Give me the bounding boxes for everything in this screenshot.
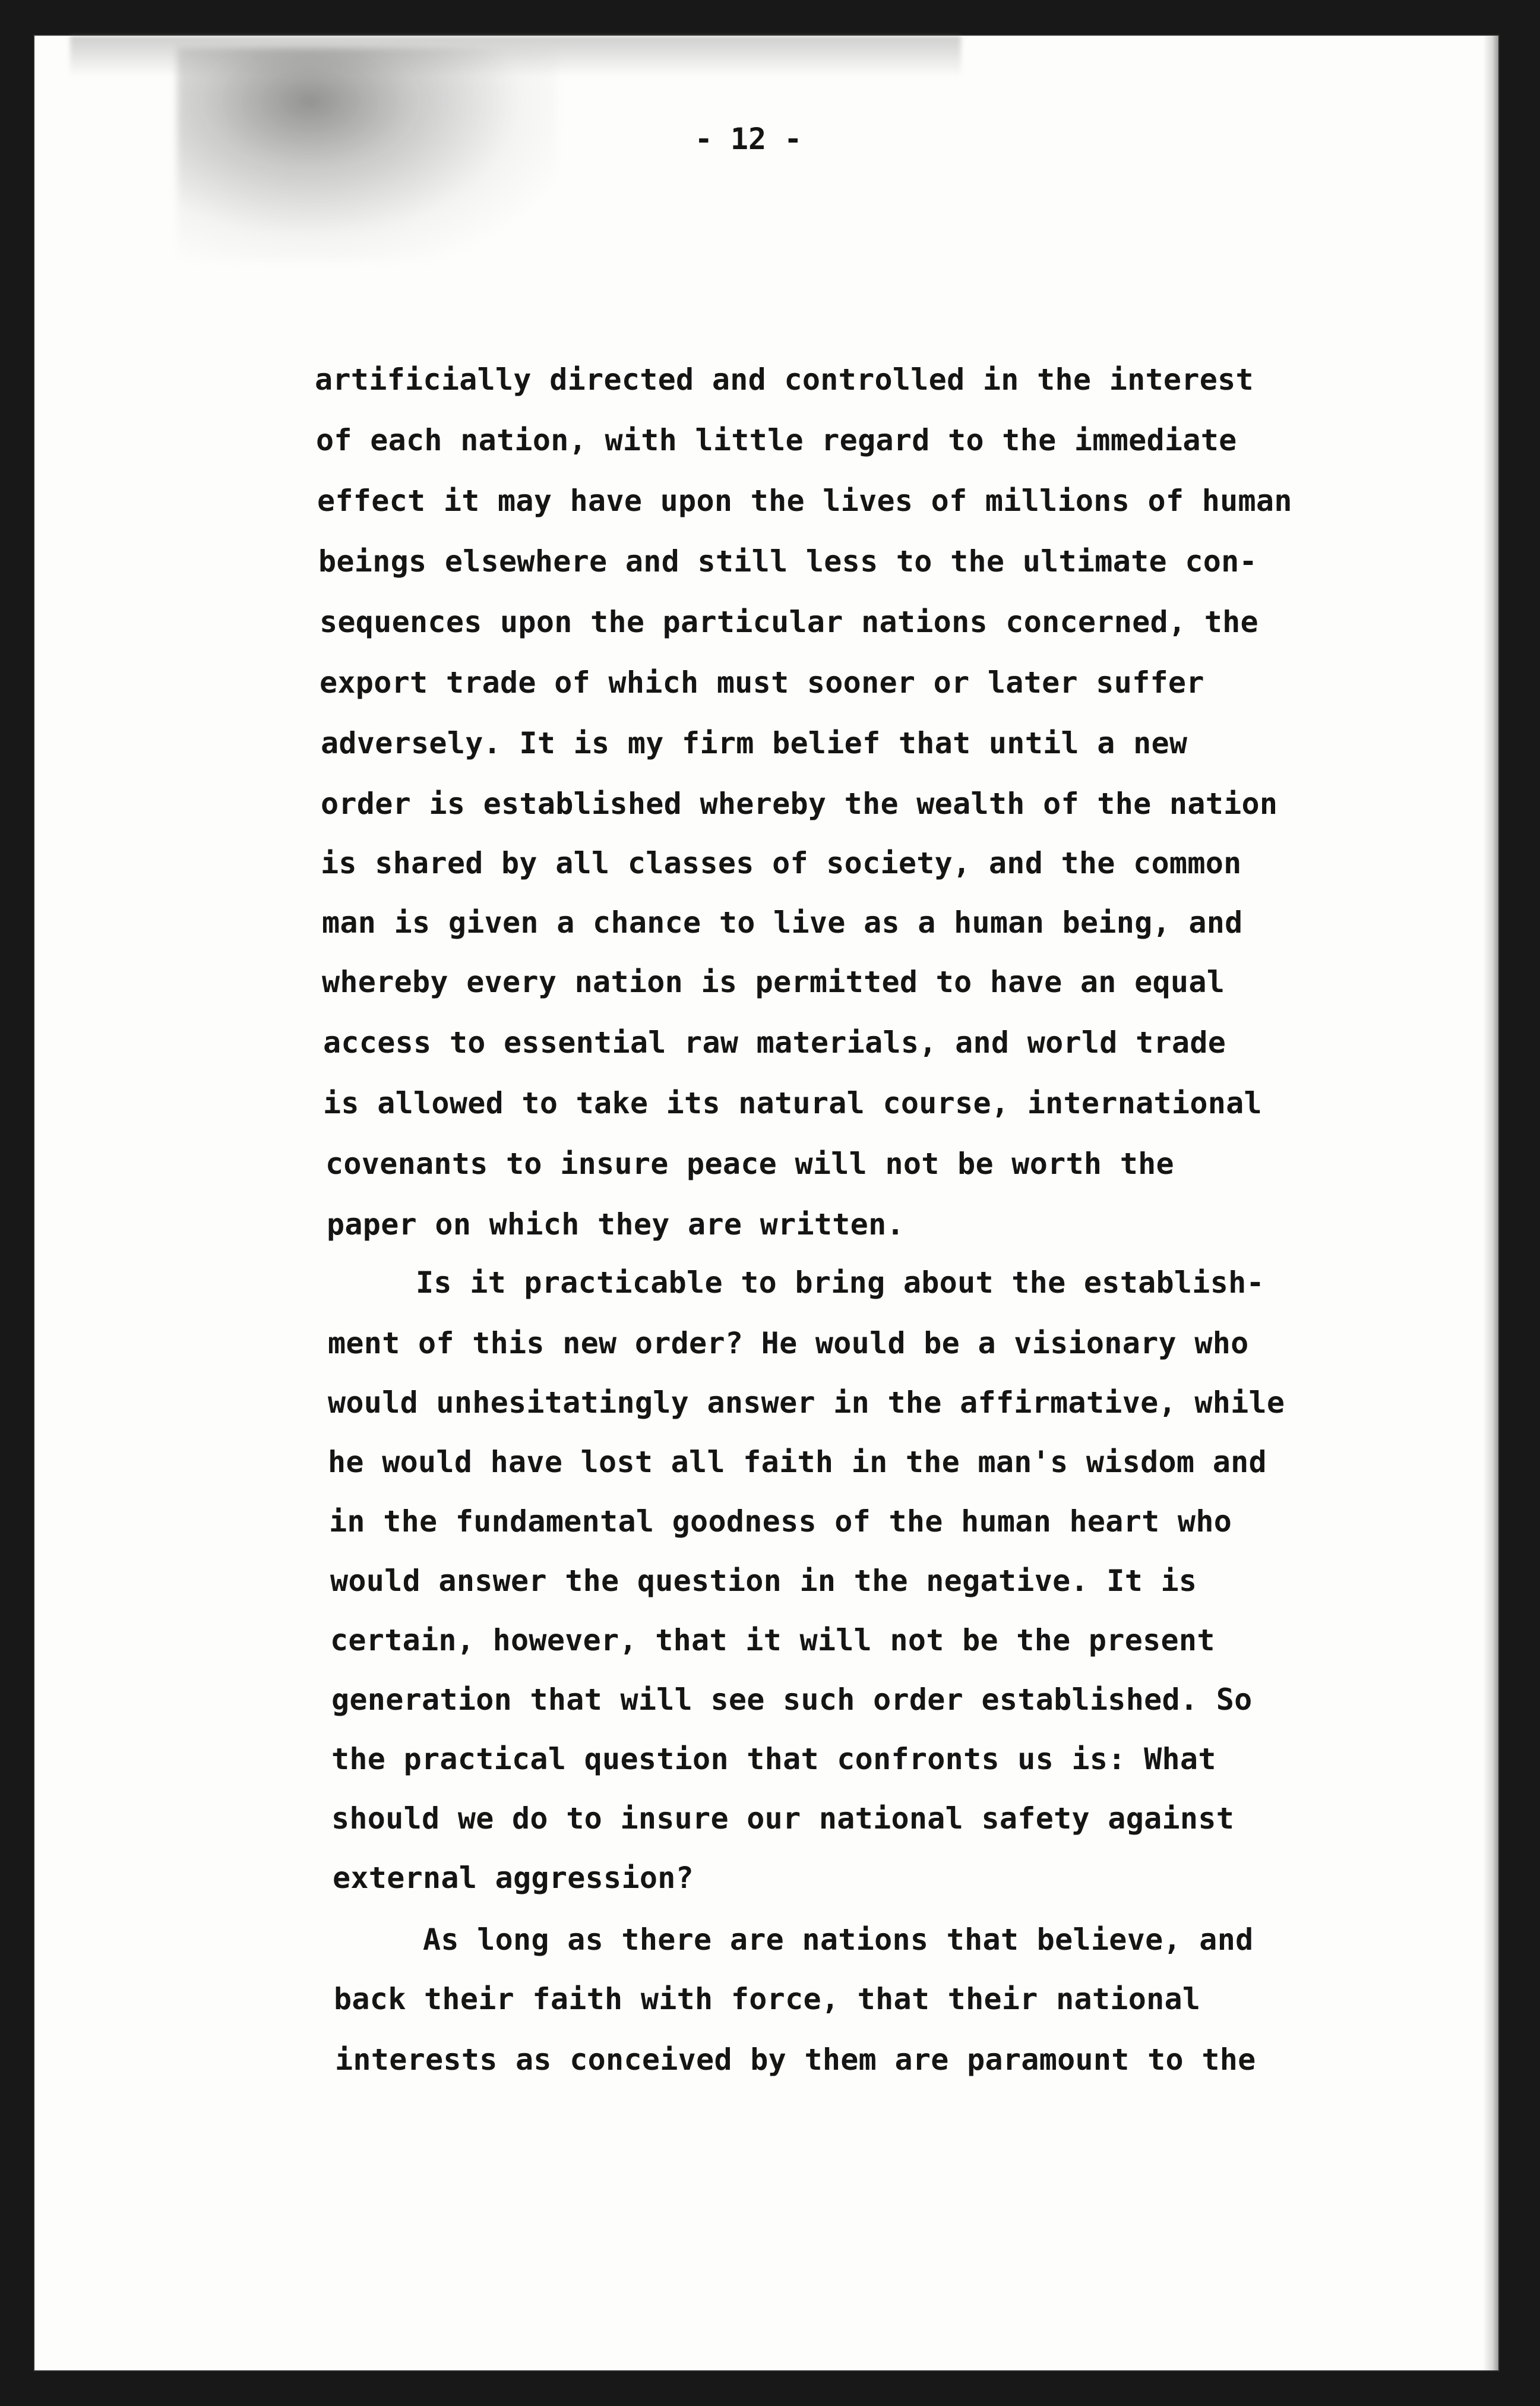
- text-line: export trade of which must sooner or later suffer: [320, 665, 1204, 700]
- text-line: generation that will see such order established. So: [331, 1682, 1253, 1717]
- text-line: interests as conceived by them are paramount to the: [335, 2042, 1256, 2077]
- scan-smudge: [177, 48, 557, 261]
- text-line: man is given a chance to live as a human being, and: [322, 905, 1243, 940]
- text-line: he would have lost all faith in the man's wisdom and: [328, 1445, 1267, 1479]
- text-line: artificially directed and controlled in the interest: [315, 362, 1254, 397]
- text-line: sequences upon the particular nations concerned, the: [320, 605, 1258, 639]
- text-line: would answer the question in the negative. It is: [330, 1564, 1197, 1598]
- text-line: would unhesitatingly answer in the affirmative, while: [328, 1385, 1285, 1420]
- text-line: the practical question that confronts us is: What: [331, 1742, 1216, 1776]
- text-line: of each nation, with little regard to the immediate: [316, 423, 1237, 457]
- text-line: paper on which they are written.: [327, 1207, 905, 1242]
- text-line: ment of this new order? He would be a visionary who: [328, 1326, 1249, 1360]
- text-line: order is established whereby the wealth of the nation: [321, 787, 1278, 821]
- text-line: back their faith with force, that their national: [334, 1982, 1201, 2016]
- text-line: covenants to insure peace will not be worth the: [325, 1147, 1174, 1181]
- page-number: - 12 -: [694, 122, 802, 156]
- text-line: in the fundamental goodness of the human heart who: [329, 1504, 1232, 1539]
- text-line: whereby every nation is permitted to have an equal: [322, 965, 1225, 999]
- text-line: is allowed to take its natural course, international: [323, 1086, 1262, 1120]
- text-line: should we do to insure our national safety against: [331, 1801, 1235, 1836]
- text-line: external aggression?: [333, 1861, 694, 1895]
- text-line: certain, however, that it will not be the present: [330, 1623, 1215, 1657]
- paragraph-start-line: Is it practicable to bring about the establish-: [416, 1265, 1264, 1300]
- paragraph-start-line: As long as there are nations that believe, and: [423, 1922, 1254, 1957]
- text-line: effect it may have upon the lives of millions of human: [317, 484, 1292, 518]
- text-line: is shared by all classes of society, and the common: [321, 846, 1242, 880]
- text-line: access to essential raw materials, and world trade: [323, 1025, 1226, 1060]
- text-line: beings elsewhere and still less to the ultimate con-: [318, 544, 1257, 579]
- text-line: adversely. It is my firm belief that until a new: [321, 726, 1188, 760]
